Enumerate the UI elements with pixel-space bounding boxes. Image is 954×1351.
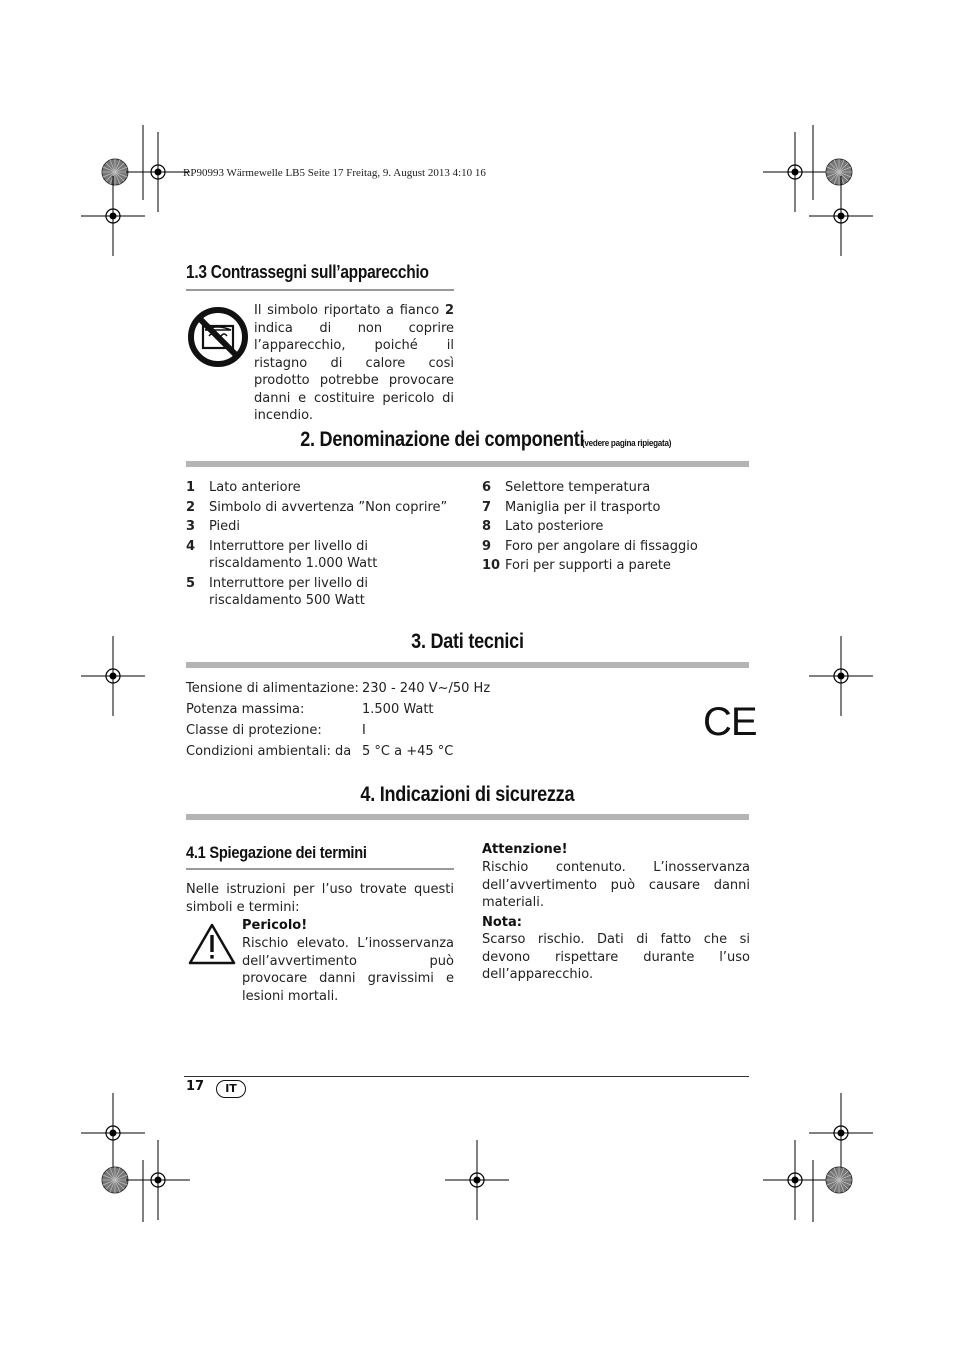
table-row: Condizioni ambientali: da 5 °C a +45 °C [186,744,454,759]
danger-text: Rischio elevato. L’inosservanza dell’avvertimento può provocare danni gravissimi e lesioni mortali. [242,936,454,1004]
note-text: Scarso rischio. Dati di fatto che si devono rispettare durante l’uso dell’apparecchio. [482,932,750,982]
warning-triangle-icon [187,922,237,966]
section-4-heading: 4. Indicazioni di sicurezza [360,783,575,806]
section-1-3-text-after: indica di non coprire l’apparecchio, poiché il ristagno di calore così prodotto potrebbe provocare danni e costituire pericolo di incendio. [254,320,454,423]
list-item: 6 Selettore temperatura [482,480,651,495]
list-item: 9 Foro per angolare di fissaggio [482,538,698,554]
section-4-1-rule [186,868,454,870]
list-item: 4 Interruttore per livello di riscaldamento 1.000 Watt [186,538,378,571]
list-item: 8 Lato posteriore [482,519,604,534]
attention-title: Attenzione! [482,842,568,857]
section-1-3-text-num: 2 [444,303,454,318]
table-row: Tensione di alimentazione: 230 - 240 V~/50 Hz [186,681,491,696]
section-1-3-rule [186,289,454,291]
attention-text: Rischio contenuto. L’inosservanza dell’avvertimento può causare danni materiali. [482,860,750,910]
section-2-subnote: (vedere pagina ripiegata) [582,438,672,448]
note-title: Nota: [482,915,522,930]
section-1-3-text-before: Il simbolo riportato a fianco [254,303,440,318]
components-list-right [482,479,750,577]
section-3-heading: 3. Dati tecnici [411,630,524,653]
section-4-rule [186,814,749,820]
table-row: Classe di protezione: I [186,723,366,738]
section-1-3-text [254,302,454,425]
section-2-heading: 2. Denominazione dei componenti [300,428,585,451]
section-1-3-heading: 1.3 Contrassegni sull’apparecchio [186,262,429,282]
section-3-rule [186,662,749,668]
no-cover-warning-icon [187,306,249,368]
tech-data-table [186,678,636,762]
section-4-intro: Nelle istruzioni per l’uso trovate questi simboli e termini: [186,882,454,915]
list-item: 7 Maniglia per il trasporto [482,499,661,515]
list-item: 2 Simbolo di avvertenza ”Non coprire” [186,499,448,515]
footer-rule [184,1076,749,1077]
language-badge: IT [216,1080,246,1098]
list-item: 5 Interruttore per livello di riscaldamento 500 Watt [186,575,369,608]
components-list-left [186,479,461,612]
list-item: 1 Lato anteriore [186,480,301,495]
list-item: 10 Fori per supporti a parete [482,558,671,573]
print-info: RP90993 Wärmewelle LB5 Seite 17 Freitag, 9. August 2013 4:10 16 [183,167,486,179]
section-4-1-heading: 4.1 Spiegazione dei termini [186,843,367,862]
danger-title: Pericolo! [242,918,308,933]
table-row: Potenza massima: 1.500 Watt [186,702,434,717]
section-2-heading-row [186,428,749,452]
section-2-rule [186,461,749,467]
ce-mark-icon: CE [703,700,757,744]
page-number: 17 [186,1079,205,1094]
list-item: 3 Piedi [186,519,241,534]
